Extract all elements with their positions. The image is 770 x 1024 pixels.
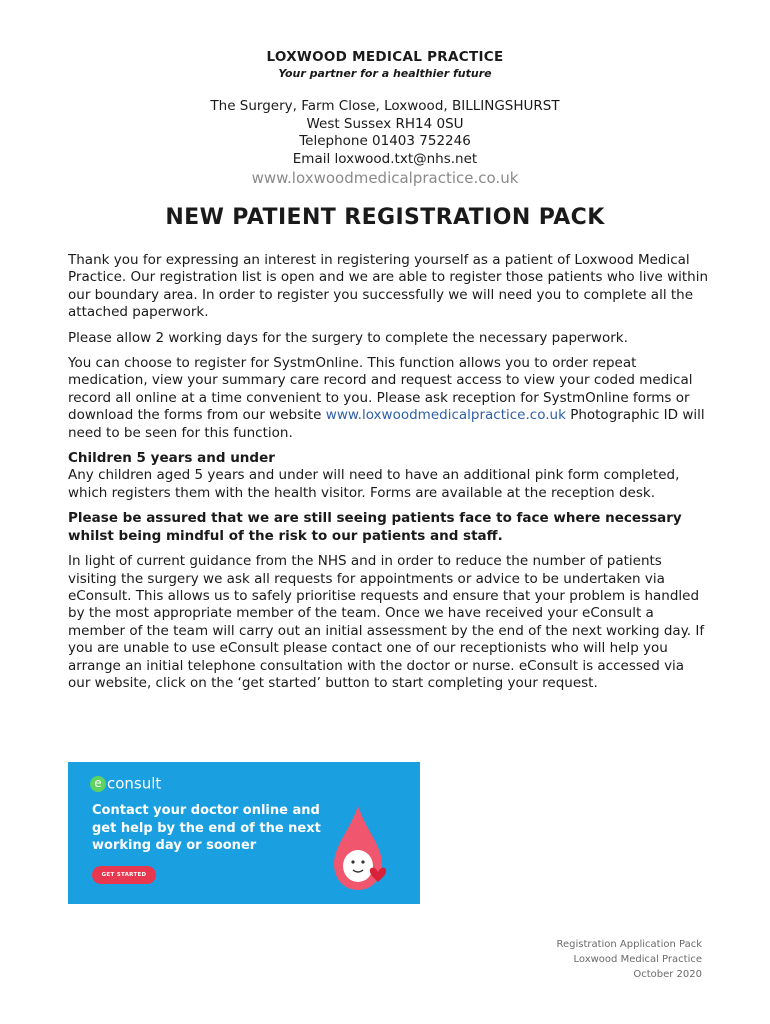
address-line-2: West Sussex RH14 0SU	[306, 115, 464, 132]
guidance-paragraph: In light of current guidance from the NHS and in order to reduce the number of patients visiting the surgery we ask all requests for appointments or advice to be undertaken via eConsult. This allows us to safely prioritise requests and ensure that your problem is handled by the most appropriate member of the team. Once we have received your eConsult a member of the team will carry out an initial assessment by the end of the next working day. If you are unable to use eConsult please contact one of our receptionists who will help you arrange an initial telephone consultation with the doctor or nurse. eConsult is accessed via our website, click on the ‘get started’ button to start completing your request.	[68, 553, 705, 691]
footer-line-1: Registration Application Pack	[556, 939, 702, 950]
econsult-logo-e: e	[90, 776, 106, 792]
practice-name: LOXWOOD MEDICAL PRACTICE	[266, 49, 504, 65]
intro-paragraph: Thank you for expressing an interest in registering yourself as a patient of Loxwood Medical Practice. Our registration list is open and we are able to register those patients who live within our boundary area. In order to register you successfully we will need you to complete all the attached paperwork.	[68, 252, 709, 321]
drop-mascot-icon	[328, 802, 398, 892]
systmonline-id-note: Photographic ID will need to be seen for this function.	[68, 407, 705, 441]
systmonline-website-link[interactable]: www.loxwoodmedicalpractice.co.uk	[325, 407, 566, 424]
page-title: NEW PATIENT REGISTRATION PACK	[165, 205, 605, 230]
get-started-button[interactable]: GET STARTED	[92, 866, 156, 884]
telephone: Telephone 01403 752246	[299, 133, 471, 149]
econsult-logo	[90, 774, 161, 793]
tagline: Your partner for a healthier future	[278, 67, 492, 80]
children-text: Any children aged 5 years and under will need to have an additional pink form completed, which registers them with the health visitor. Forms are available at the reception desk.	[68, 467, 680, 501]
allow-paragraph: Please allow 2 working days for the surgery to complete the necessary paperwork.	[68, 329, 628, 346]
children-heading: Children 5 years and under	[68, 450, 275, 467]
footer	[480, 937, 702, 982]
econsult-logo-text: consult	[107, 774, 162, 793]
footer-line-3: October 2020	[633, 969, 702, 980]
footer-line-2: Loxwood Medical Practice	[573, 954, 702, 965]
letterhead	[0, 48, 770, 188]
address-block	[0, 98, 770, 188]
email: Email loxwood.txt@nhs.net	[292, 150, 478, 167]
address-line-1: The Surgery, Farm Close, Loxwood, BILLINGSHURST	[210, 98, 560, 114]
systmonline-paragraph	[68, 355, 708, 442]
body-text	[68, 252, 708, 700]
systmonline-text: You can choose to register for SystmOnline. This function allows you to order repeat medication, view your summary care record and request access to view your coded medical record all online at a time convenient to you. Please ask reception for SystmOnline forms or download the forms from our website	[68, 355, 693, 424]
assured-paragraph: Please be assured that we are still seeing patients face to face where necessary whilst being mindful of the risk to our patients and staff.	[68, 510, 682, 544]
website-link[interactable]: www.loxwoodmedicalpractice.co.uk	[251, 169, 519, 187]
econsult-banner[interactable]	[68, 762, 420, 904]
children-paragraph	[68, 450, 708, 502]
banner-headline: Contact your doctor online and get help by the end of the next working day or sooner	[92, 803, 321, 853]
